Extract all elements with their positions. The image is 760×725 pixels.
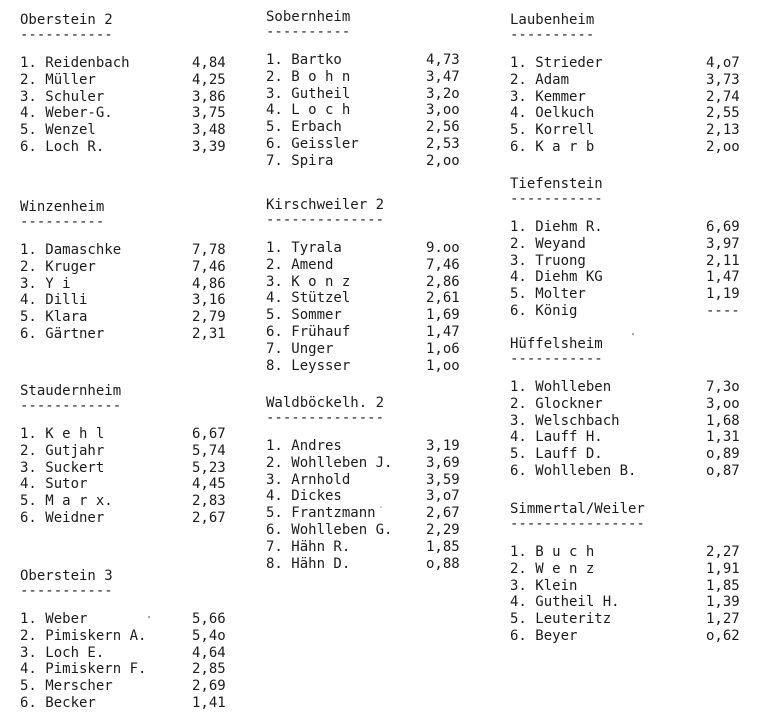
player-score: 1,68 [706, 412, 740, 429]
player-name: 1. B u c h [510, 544, 595, 560]
player-row [510, 105, 750, 122]
player-name: 1. Bartko [266, 52, 342, 68]
player-row [20, 276, 240, 293]
player-name: 6. Wohlleben G. [266, 521, 393, 538]
player-row [510, 413, 750, 430]
player-score: 4,73 [426, 52, 460, 68]
player-name: 6. Geissler [266, 135, 359, 152]
player-name: 2. Weyand [510, 235, 586, 252]
player-name: 4. Diehm KG [510, 269, 603, 286]
player-name: 1. Weber [20, 611, 88, 627]
player-score: 1,oo [426, 357, 460, 374]
player-row [266, 257, 496, 274]
player-score: 3,73 [706, 71, 740, 88]
title-underline: ------------ [20, 398, 122, 414]
player-list [510, 55, 750, 156]
player-row [510, 286, 750, 303]
player-row [20, 122, 240, 139]
player-score: 1,47 [706, 269, 740, 286]
player-name: 4. Pimiskern F. [20, 661, 147, 678]
team-title: Oberstein 2 [20, 12, 113, 28]
player-row [266, 136, 496, 153]
player-row [510, 72, 750, 89]
player-row [266, 556, 496, 573]
team-group-tiefenstein [510, 176, 750, 320]
player-name: 1. Andres [266, 438, 342, 454]
player-score: 2,27 [706, 544, 740, 560]
player-name: 2. B o h n [266, 68, 351, 85]
player-score: 5,4o [192, 627, 226, 644]
team-group-staudernheim [20, 383, 240, 527]
player-row [20, 105, 240, 122]
player-list [266, 52, 496, 170]
player-row [266, 324, 496, 341]
team-title: Hüffelsheim [510, 336, 603, 352]
team-title: Oberstein 3 [20, 568, 113, 584]
player-name: 5. Molter [510, 286, 586, 303]
player-list [20, 55, 240, 156]
player-score: 2,69 [192, 678, 226, 695]
player-score: 1,19 [706, 286, 740, 303]
player-name: 2. Pimiskern A. [20, 627, 147, 644]
player-score: 7,46 [426, 256, 460, 273]
player-row [510, 628, 750, 645]
player-score: 3,86 [192, 88, 226, 105]
team-group-oberstein-3 [20, 568, 240, 712]
player-name: 4. Sutor [20, 476, 88, 493]
player-name: 7. Spira [266, 152, 334, 169]
player-score: 1,91 [706, 560, 740, 577]
player-name: 5. Leuteritz [510, 611, 612, 628]
player-row [510, 429, 750, 446]
title-underline: ----------- [510, 191, 603, 207]
player-name: 1. K e h l [20, 426, 105, 442]
player-score: 2,oo [426, 152, 460, 169]
player-row [510, 55, 750, 72]
player-score: 4,o7 [706, 55, 740, 71]
player-score: 3,oo [426, 102, 460, 119]
title-underline: ---------- [510, 27, 595, 43]
player-score: 2,74 [706, 88, 740, 105]
player-name: 2. Kruger [20, 258, 96, 275]
player-score: 4,45 [192, 476, 226, 493]
player-name: 7. Unger [266, 340, 334, 357]
player-row [510, 379, 750, 396]
player-row [510, 122, 750, 139]
player-name: 8. Leysser [266, 357, 351, 374]
player-row [266, 438, 496, 455]
player-row [266, 488, 496, 505]
player-row [20, 628, 240, 645]
team-title: Laubenheim [510, 12, 595, 28]
player-name: 6. Loch R. [20, 138, 105, 155]
player-score: 1,85 [426, 538, 460, 555]
player-row [20, 139, 240, 156]
player-row [266, 290, 496, 307]
player-score: 3,oo [706, 395, 740, 412]
player-row [266, 102, 496, 119]
player-row [20, 326, 240, 343]
player-score: o,87 [706, 462, 740, 479]
player-name: 3. Y i [20, 275, 71, 292]
player-name: 2. Amend [266, 256, 334, 273]
player-score: o,62 [706, 627, 740, 644]
player-score: 1,47 [426, 323, 460, 340]
player-row [20, 443, 240, 460]
player-score: 3,o7 [426, 488, 460, 505]
player-row [20, 426, 240, 443]
player-list [510, 219, 750, 320]
player-name: 4. Weber-G. [20, 105, 113, 122]
player-score: 3,39 [192, 138, 226, 155]
player-score: 2,86 [426, 273, 460, 290]
player-score: 4,64 [192, 644, 226, 661]
player-name: 5. Sommer [266, 307, 342, 324]
player-name: 3. Loch E. [20, 644, 105, 661]
team-title: Waldböckelh. 2 [266, 395, 385, 411]
player-row [510, 139, 750, 156]
player-score: 7,3o [706, 379, 740, 395]
player-score: 1,31 [706, 429, 740, 446]
player-score: 2,61 [426, 290, 460, 307]
player-score: 1,69 [426, 307, 460, 324]
player-row [20, 661, 240, 678]
title-underline: ---------- [266, 24, 351, 40]
player-name: 4. Gutheil H. [510, 594, 620, 611]
player-name: 5. Erbach [266, 119, 342, 136]
player-row [266, 472, 496, 489]
team-title: Kirschweiler 2 [266, 197, 385, 213]
player-row [20, 292, 240, 309]
player-score: 6,67 [192, 426, 226, 442]
player-name: 3. K o n z [266, 273, 351, 290]
player-name: 1. Tyrala [266, 240, 342, 256]
player-row [510, 463, 750, 480]
player-name: 3. Klein [510, 577, 578, 594]
player-name: 8. Hähn D. [266, 555, 351, 572]
title-underline: -------------- [266, 212, 385, 228]
player-score: 2,56 [426, 119, 460, 136]
player-score: 3,69 [426, 454, 460, 471]
player-name: 6. K a r b [510, 138, 595, 155]
player-row [20, 55, 240, 72]
player-row [20, 259, 240, 276]
title-underline: -------------- [266, 410, 385, 426]
player-name: 3. Suckert [20, 459, 105, 476]
player-score: 3,59 [426, 471, 460, 488]
player-score: 5,74 [192, 442, 226, 459]
player-name: 3. Kemmer [510, 88, 586, 105]
team-group-simmertal-weiler [510, 501, 750, 645]
player-row [266, 358, 496, 375]
player-score: 4,86 [192, 275, 226, 292]
player-row [510, 561, 750, 578]
player-name: 5. Frantzmann [266, 505, 376, 522]
player-score: 6,69 [706, 219, 740, 235]
player-row [266, 307, 496, 324]
team-group-waldboeckelheim-2 [266, 395, 496, 572]
player-score: 1,41 [192, 694, 226, 711]
player-score: 2,55 [706, 105, 740, 122]
player-score: 3,97 [706, 235, 740, 252]
player-row [510, 269, 750, 286]
player-score: 3,16 [192, 292, 226, 309]
player-name: 4. Lauff H. [510, 429, 603, 446]
player-name: 6. Frühauf [266, 323, 351, 340]
player-score: 3,2o [426, 85, 460, 102]
player-row [266, 119, 496, 136]
player-row [266, 52, 496, 69]
team-title: Winzenheim [20, 199, 105, 215]
player-row [510, 253, 750, 270]
player-score: 1,39 [706, 594, 740, 611]
player-score: 1,27 [706, 611, 740, 628]
player-score: 2,13 [706, 122, 740, 139]
scan-speck [380, 506, 382, 508]
team-group-winzenheim [20, 199, 240, 343]
player-list [20, 242, 240, 343]
team-group-sobernheim [266, 9, 496, 170]
player-score: 4,84 [192, 55, 226, 71]
player-name: 4. Dickes [266, 488, 342, 505]
player-row [20, 242, 240, 259]
player-row [510, 544, 750, 561]
player-name: 3. Welschbach [510, 412, 620, 429]
player-row [20, 695, 240, 712]
player-name: 4. Dilli [20, 292, 88, 309]
player-name: 2. Gutjahr [20, 442, 105, 459]
player-score: 2,31 [192, 325, 226, 342]
player-row [510, 219, 750, 236]
player-name: 5. Lauff D. [510, 446, 603, 463]
player-score: o,88 [426, 555, 460, 572]
player-name: 6. König [510, 302, 578, 319]
player-list [510, 379, 750, 480]
player-name: 2. Wohlleben J. [266, 454, 393, 471]
player-name: 2. Adam [510, 71, 570, 88]
player-name: 3. Gutheil [266, 85, 351, 102]
player-row [266, 69, 496, 86]
player-name: 1. Strieder [510, 55, 603, 71]
player-name: 1. Diehm R. [510, 219, 603, 235]
player-score: 2,29 [426, 521, 460, 538]
player-list [510, 544, 750, 645]
player-row [510, 89, 750, 106]
player-name: 6. Gärtner [20, 325, 105, 342]
scan-speck [632, 333, 634, 335]
player-list [20, 611, 240, 712]
player-row [510, 236, 750, 253]
player-row [510, 303, 750, 320]
player-name: 5. M a r x. [20, 493, 113, 510]
player-score: 2,85 [192, 661, 226, 678]
player-score: 2,oo [706, 138, 740, 155]
player-name: 3. Arnhold [266, 471, 351, 488]
player-row [20, 678, 240, 695]
player-name: 6. Weidner [20, 509, 105, 526]
player-row [510, 611, 750, 628]
scan-speck [148, 616, 150, 618]
player-score: 2,79 [192, 309, 226, 326]
player-score: 9.oo [426, 240, 460, 256]
player-name: 4. L o c h [266, 102, 351, 119]
team-title: Tiefenstein [510, 176, 603, 192]
player-score: 3,47 [426, 68, 460, 85]
player-score: 7,46 [192, 258, 226, 275]
player-row [20, 645, 240, 662]
player-row [510, 594, 750, 611]
player-score: 2,11 [706, 252, 740, 269]
player-score: 3,48 [192, 122, 226, 139]
player-row [266, 522, 496, 539]
player-list [266, 240, 496, 374]
player-name: 1. Damaschke [20, 242, 122, 258]
player-row [266, 274, 496, 291]
player-row [20, 493, 240, 510]
player-list [20, 426, 240, 527]
player-score: ---- [706, 302, 740, 319]
player-name: 3. Truong [510, 252, 586, 269]
player-score: 1,85 [706, 577, 740, 594]
player-row [20, 460, 240, 477]
player-row [266, 539, 496, 556]
player-row [20, 611, 240, 628]
player-row [510, 396, 750, 413]
player-name: 5. Merscher [20, 678, 113, 695]
player-name: 2. Müller [20, 71, 96, 88]
player-name: 5. Klara [20, 309, 88, 326]
player-name: 6. Wohlleben B. [510, 462, 637, 479]
team-group-kirschweiler-2 [266, 197, 496, 374]
player-row [20, 476, 240, 493]
player-score: 2,53 [426, 135, 460, 152]
player-score: 2,67 [192, 509, 226, 526]
player-score: 7,78 [192, 242, 226, 258]
title-underline: ---------- [20, 214, 105, 230]
team-group-hueffelsheim [510, 336, 750, 480]
player-score: 1,o6 [426, 340, 460, 357]
player-score: 3,75 [192, 105, 226, 122]
player-name: 5. Korrell [510, 122, 595, 139]
player-row [266, 240, 496, 257]
title-underline: ----------- [20, 27, 113, 43]
team-group-laubenheim [510, 12, 750, 156]
player-name: 7. Hähn R. [266, 538, 351, 555]
player-score: 3,19 [426, 438, 460, 454]
player-score: 2,67 [426, 505, 460, 522]
team-title: Simmertal/Weiler [510, 501, 645, 517]
team-group-oberstein-2 [20, 12, 240, 156]
player-name: 4. Stützel [266, 290, 351, 307]
player-row [266, 341, 496, 358]
player-name: 3. Schuler [20, 88, 105, 105]
title-underline: ----------- [510, 351, 603, 367]
player-name: 4. Oelkuch [510, 105, 595, 122]
team-title: Sobernheim [266, 9, 351, 25]
player-name: 6. Beyer [510, 627, 578, 644]
player-row [20, 309, 240, 326]
team-title: Staudernheim [20, 383, 122, 399]
player-score: o,89 [706, 446, 740, 463]
player-row [266, 86, 496, 103]
title-underline: ---------------- [510, 516, 645, 532]
player-name: 2. W e n z [510, 560, 595, 577]
player-name: 6. Becker [20, 694, 96, 711]
player-name: 1. Reidenbach [20, 55, 130, 71]
player-row [266, 455, 496, 472]
player-score: 4,25 [192, 71, 226, 88]
player-row [510, 578, 750, 595]
player-row [20, 89, 240, 106]
player-row [20, 72, 240, 89]
player-score: 5,23 [192, 459, 226, 476]
player-score: 2,83 [192, 493, 226, 510]
player-name: 5. Wenzel [20, 122, 96, 139]
player-name: 2. Glockner [510, 395, 603, 412]
player-row [20, 510, 240, 527]
player-row [266, 153, 496, 170]
title-underline: ----------- [20, 583, 113, 599]
player-score: 5,66 [192, 611, 226, 627]
player-row [510, 446, 750, 463]
player-name: 1. Wohlleben [510, 379, 612, 395]
